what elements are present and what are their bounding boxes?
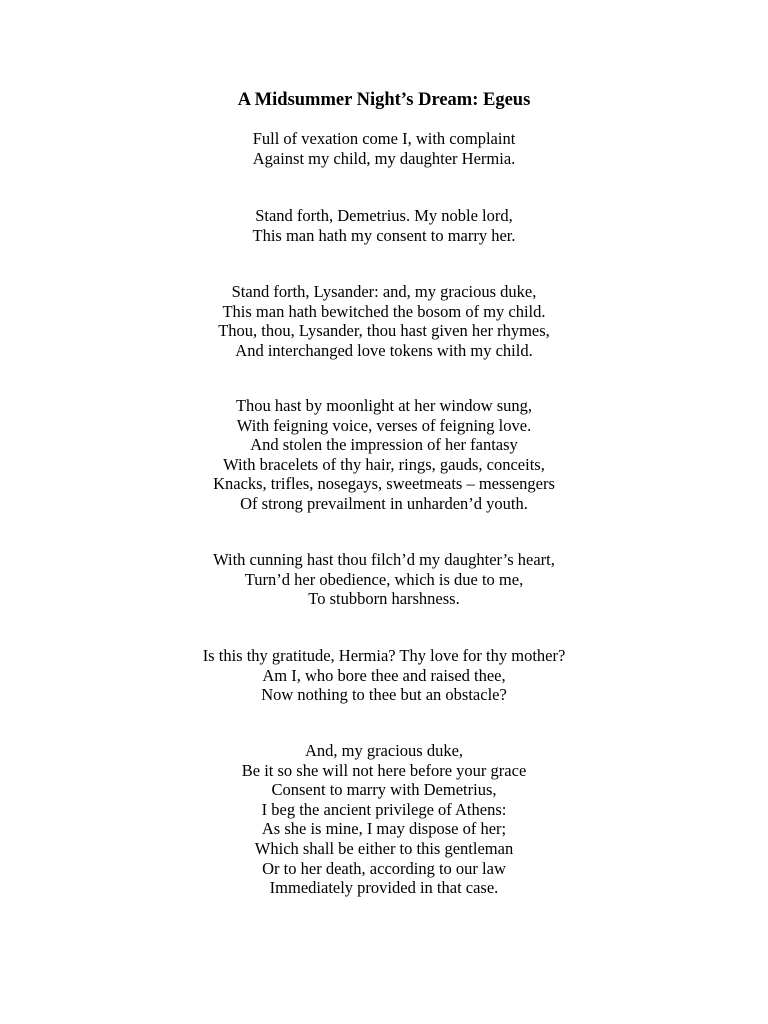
verse-line: Consent to marry with Demetrius, xyxy=(271,780,497,800)
verse-line: Stand forth, Demetrius. My noble lord, xyxy=(255,206,513,225)
verse-line: Thou, thou, Lysander, thou hast given her rhymes, xyxy=(218,321,550,341)
verse-line: Which shall be either to this gentleman xyxy=(254,838,514,858)
verse-line: With feigning voice, verses of feigning love. xyxy=(236,415,532,435)
verse-line: I beg the ancient privilege of Athens: xyxy=(261,799,507,819)
verse-line: Be it so she will not here before your grace xyxy=(241,760,527,780)
verse-line: Turn’d her obedience, which is due to me, xyxy=(244,569,524,589)
verse-line: With bracelets of thy hair, rings, gauds, conceits, xyxy=(223,454,545,474)
stanza-2 xyxy=(0,206,768,245)
stanza-7 xyxy=(0,741,768,898)
verse-line: Full of vexation come I, with complaint xyxy=(252,129,516,148)
verse-line: Immediately provided in that case. xyxy=(269,878,499,898)
verse-line: Or to her death, according to our law xyxy=(262,858,506,878)
verse-line: Knacks, trifles, nosegays, sweetmeats – messengers xyxy=(213,474,555,494)
verse-line: As she is mine, I may dispose of her; xyxy=(261,819,507,839)
verse-line: And stolen the impression of her fantasy xyxy=(250,435,518,455)
stanza-4 xyxy=(0,396,768,514)
stanza-3 xyxy=(0,282,768,360)
verse-line: Stand forth, Lysander: and, my gracious duke, xyxy=(231,282,537,301)
stanza-6 xyxy=(0,646,768,705)
verse-line: Of strong prevailment in unharden’d youth. xyxy=(240,493,528,513)
stanza-5 xyxy=(0,550,768,609)
stanza-1 xyxy=(0,129,768,168)
verse-line: This man hath bewitched the bosom of my child. xyxy=(222,301,546,321)
verse-line: And interchanged love tokens with my child. xyxy=(235,340,533,360)
verse-line: And, my gracious duke, xyxy=(304,741,464,760)
document-title: A Midsummer Night’s Dream: Egeus xyxy=(237,90,531,110)
verse-line: Now nothing to thee but an obstacle? xyxy=(261,685,507,705)
verse-line: Am I, who bore thee and raised thee, xyxy=(262,665,506,685)
verse-line: Is this thy gratitude, Hermia? Thy love for thy mother? xyxy=(202,646,566,665)
verse-line: This man hath my consent to marry her. xyxy=(252,225,516,245)
verse-line: Thou hast by moonlight at her window sung, xyxy=(235,396,533,415)
verse-line: Against my child, my daughter Hermia. xyxy=(252,148,516,168)
verse-line: To stubborn harshness. xyxy=(308,589,460,609)
verse-line: With cunning hast thou filch’d my daughter’s heart, xyxy=(213,550,555,569)
